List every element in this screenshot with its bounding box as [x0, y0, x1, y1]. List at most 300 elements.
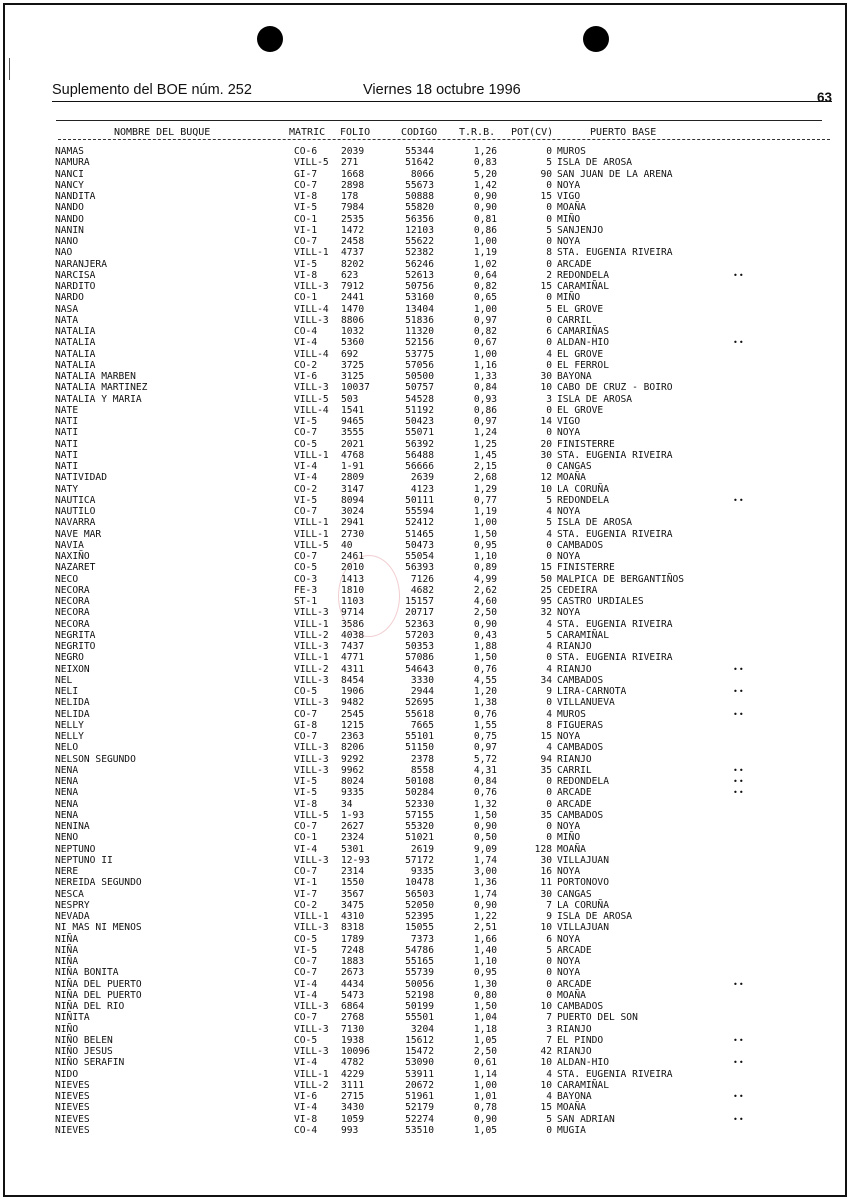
codigo: 56666 [405, 461, 434, 472]
codigo: 20717 [405, 607, 434, 619]
codigo: 55618 [405, 708, 434, 720]
vessel-name: NIÑA DEL PUERTO [55, 989, 142, 1001]
vessel-name: NIDO [55, 1068, 79, 1080]
codigo: 50111 [405, 494, 434, 506]
codigo: 2639 [410, 472, 434, 484]
potencia: 0 [546, 539, 552, 551]
vessel-name: NELO [55, 742, 79, 754]
trb: 3,00 [473, 866, 497, 877]
matricula: VILL-3 [294, 314, 329, 326]
puerto-base: STA. EUGENIA RIVEIRA [557, 449, 673, 461]
matricula: CO-5 [294, 933, 318, 945]
row-mark: •• [733, 709, 745, 719]
header-rule [52, 101, 832, 102]
row-mark: •• [733, 1035, 745, 1045]
potencia: 15 [540, 281, 552, 292]
trb: 1,50 [473, 652, 497, 664]
folio: 2715 [341, 1091, 365, 1102]
trb: 0,97 [473, 742, 497, 754]
potencia: 30 [540, 371, 552, 382]
trb: 1,00 [473, 303, 497, 315]
punch-hole-right [583, 26, 609, 52]
folio: 1472 [341, 224, 365, 236]
vessel-name: NECORA [55, 596, 90, 607]
folio: 7437 [341, 641, 365, 652]
matricula: CO-5 [294, 562, 318, 574]
folio: 2673 [341, 967, 365, 979]
matricula: VILL-3 [294, 697, 329, 709]
matricula: VILL-1 [294, 911, 329, 922]
potencia: 15 [540, 562, 552, 574]
codigo: 3330 [410, 674, 434, 686]
trb: 0,77 [473, 494, 497, 506]
trb: 0,86 [473, 404, 497, 416]
table-row [0, 765, 852, 776]
puerto-base: STA. EUGENIA RIVEIRA [557, 652, 673, 664]
matricula: VI-4 [294, 843, 318, 855]
folio: 9714 [341, 607, 365, 619]
row-mark: •• [733, 777, 745, 786]
puerto-base: CAMBADOS [557, 539, 604, 551]
codigo: 52274 [405, 1113, 434, 1125]
table-row [0, 540, 852, 551]
trb: 1,45 [473, 449, 497, 461]
matricula: CO-7 [294, 506, 318, 517]
matricula: VI-8 [294, 269, 318, 281]
codigo: 8066 [410, 168, 434, 180]
folio: 8318 [341, 922, 365, 934]
folio: 1470 [341, 303, 365, 315]
trb: 0,82 [473, 281, 497, 292]
row-mark: •• [733, 338, 745, 348]
codigo: 54528 [405, 393, 434, 405]
matricula: CO-3 [294, 573, 318, 585]
puerto-base: ISLA DE AROSA [557, 911, 633, 922]
vessel-name: NATY [55, 483, 79, 495]
potencia: 10 [540, 382, 552, 394]
potencia: 5 [546, 944, 552, 956]
table-row [0, 1001, 852, 1012]
vessel-name: NATALIA MARTINEZ [55, 382, 148, 394]
vessel-name: NIÑA [55, 956, 79, 967]
vessel-name: NIEVES [55, 1113, 90, 1125]
trb: 0,86 [473, 224, 497, 236]
table-row [0, 596, 852, 607]
potencia: 42 [540, 1046, 552, 1057]
folio: 4229 [341, 1068, 365, 1080]
matricula: VI-4 [294, 978, 318, 990]
puerto-base: ARCADE [557, 258, 592, 270]
folio: 9962 [341, 764, 365, 776]
folio: 1550 [341, 877, 365, 889]
matricula: VI-5 [294, 416, 318, 427]
row-mark: •• [733, 979, 745, 989]
potencia: 35 [540, 764, 552, 776]
vessel-name: NESPRY [55, 899, 90, 911]
matricula: FE-3 [294, 584, 318, 596]
codigo: 52613 [405, 269, 434, 281]
table-row [0, 630, 852, 641]
vessel-name: NATALIA MARBEN [55, 371, 136, 382]
row-mark: •• [733, 1092, 745, 1101]
vessel-name: NECORA [55, 607, 90, 619]
trb: 1,19 [473, 506, 497, 517]
matricula: CO-7 [294, 427, 318, 439]
matricula: VI-4 [294, 461, 318, 472]
trb: 0,80 [473, 989, 497, 1001]
table-row [0, 1046, 852, 1057]
potencia: 0 [546, 967, 552, 979]
vessel-name: NIÑA DEL PUERTO [55, 978, 142, 990]
table-row [0, 585, 852, 596]
puerto-base: FINISTERRE [557, 438, 615, 450]
table-row [0, 967, 852, 978]
folio: 1-93 [341, 809, 365, 821]
table-row [0, 506, 852, 517]
folio: 9292 [341, 753, 365, 765]
potencia: 4 [546, 528, 552, 540]
row-mark: •• [733, 1058, 745, 1068]
folio: 5301 [341, 843, 365, 855]
trb: 1,50 [473, 1001, 497, 1012]
puerto-base: CARAMIÑAL [557, 281, 609, 292]
trb: 0,90 [473, 191, 497, 202]
vessel-name: NENA [55, 787, 79, 799]
table-row [0, 1035, 852, 1046]
codigo: 12103 [405, 224, 434, 236]
table-row [0, 945, 852, 956]
table-row [0, 1024, 852, 1035]
vessel-name: NIÑA DEL RIO [55, 1001, 125, 1012]
puerto-base: MOAÑA [557, 843, 586, 855]
puerto-base: MIÑO [557, 213, 581, 225]
matricula: VILL-3 [294, 854, 329, 866]
puerto-base: MOAÑA [557, 472, 586, 484]
table-row [0, 427, 852, 438]
trb: 5,72 [473, 753, 497, 765]
trb: 0,81 [473, 213, 497, 225]
trb: 1,66 [473, 933, 497, 945]
potencia: 25 [540, 584, 552, 596]
matricula: CO-4 [294, 1124, 318, 1136]
matricula: VI-4 [294, 1057, 318, 1069]
matricula: CO-5 [294, 686, 318, 697]
potencia: 0 [546, 337, 552, 349]
potencia: 0 [546, 697, 552, 709]
matricula: GI-8 [294, 719, 318, 731]
table-row [0, 720, 852, 731]
potencia: 4 [546, 1091, 552, 1102]
trb: 1,05 [473, 1124, 497, 1136]
potencia: 90 [540, 168, 552, 180]
table-row [0, 697, 852, 708]
trb: 0,89 [473, 562, 497, 574]
codigo: 13404 [405, 303, 434, 315]
trb: 2,62 [473, 584, 497, 596]
matricula: VILL-5 [294, 393, 329, 405]
potencia: 94 [540, 753, 552, 765]
vessel-name: NEIXON [55, 663, 90, 675]
potencia: 32 [540, 607, 552, 619]
folio: 2458 [341, 236, 365, 247]
vessel-name: NAXIÑO [55, 551, 90, 562]
puerto-base: EL FERROL [557, 359, 609, 371]
table-row [0, 990, 852, 1001]
vessel-name: NELLY [55, 719, 84, 731]
potencia: 34 [540, 674, 552, 686]
puerto-base: NOYA [557, 866, 581, 877]
trb: 0,95 [473, 967, 497, 979]
col-header-folio: FOLIO [340, 127, 371, 138]
codigo: 52330 [405, 798, 434, 810]
codigo: 56503 [405, 888, 434, 900]
puerto-base: VILLAJUAN [557, 922, 609, 934]
potencia: 0 [546, 427, 552, 439]
table-row [0, 236, 852, 247]
matricula: VI-5 [294, 944, 318, 956]
puerto-base: ISLA DE AROSA [557, 517, 633, 529]
matricula: CO-7 [294, 1012, 318, 1024]
folio: 1413 [341, 573, 365, 585]
potencia: 4 [546, 742, 552, 754]
codigo: 50423 [405, 416, 434, 427]
table-row [0, 709, 852, 720]
folio: 178 [341, 191, 359, 202]
vessel-name: NIEVES [55, 1091, 90, 1102]
folio: 2545 [341, 708, 365, 720]
potencia: 0 [546, 832, 552, 844]
puerto-base: RIANJO [557, 641, 592, 652]
vessel-name: NAUTILO [55, 506, 96, 517]
matricula: VILL-3 [294, 674, 329, 686]
vessel-name: NANO [55, 236, 79, 247]
trb: 1,88 [473, 641, 497, 652]
table-row [0, 360, 852, 371]
codigo: 52695 [405, 697, 434, 709]
codigo: 2944 [410, 686, 434, 697]
table-row [0, 619, 852, 630]
vessel-name: NATALIA [55, 326, 96, 337]
puerto-base: VILLANUEVA [557, 697, 615, 709]
vessel-name: NIÑO SERAFIN [55, 1057, 125, 1069]
trb: 1,16 [473, 359, 497, 371]
potencia: 14 [540, 416, 552, 427]
puerto-base: ALDAN-HIO [557, 337, 609, 349]
vessel-name: NENA [55, 798, 79, 810]
table-row [0, 799, 852, 810]
vessel-name: NANDO [55, 213, 84, 225]
puerto-base: MALPICA DE BERGANTIÑOS [557, 573, 685, 585]
trb: 0,97 [473, 416, 497, 427]
potencia: 20 [540, 438, 552, 450]
puerto-base: MOAÑA [557, 202, 586, 214]
potencia: 5 [546, 494, 552, 506]
folio: 1215 [341, 719, 365, 731]
folio: 9465 [341, 416, 365, 427]
trb: 1,20 [473, 686, 497, 697]
trb: 1,55 [473, 719, 497, 731]
folio: 8206 [341, 742, 365, 754]
matricula: VI-8 [294, 798, 318, 810]
table-row [0, 1057, 852, 1068]
codigo: 52412 [405, 517, 434, 529]
puerto-base: LA CORUÑA [557, 483, 609, 495]
matricula: VILL-3 [294, 764, 329, 776]
table-row [0, 776, 852, 787]
matricula: VILL-1 [294, 449, 329, 461]
trb: 0,76 [473, 708, 497, 720]
table-row [0, 562, 852, 573]
matricula: VILL-3 [294, 922, 329, 934]
trb: 0,76 [473, 663, 497, 675]
matricula: VILL-4 [294, 348, 329, 360]
potencia: 5 [546, 303, 552, 315]
trb: 0,90 [473, 202, 497, 214]
vessel-name: NENA [55, 764, 79, 776]
vessel-name: NATI [55, 461, 79, 472]
matricula: VI-5 [294, 258, 318, 270]
vessel-name: NAMURA [55, 157, 90, 169]
codigo: 57172 [405, 854, 434, 866]
puerto-base: ISLA DE AROSA [557, 157, 633, 169]
folio: 2627 [341, 821, 365, 832]
table-row [0, 472, 852, 483]
puerto-base: CASTRO URDIALES [557, 596, 644, 607]
vessel-name: NERE [55, 866, 79, 877]
puerto-base: ALDAN-HIO [557, 1057, 609, 1069]
potencia: 30 [540, 854, 552, 866]
codigo: 10478 [405, 877, 434, 889]
matricula: VI-5 [294, 776, 318, 787]
margin-mark [9, 58, 10, 80]
vessel-name: NENO [55, 832, 79, 844]
matricula: VI-4 [294, 337, 318, 349]
matricula: VILL-3 [294, 1023, 329, 1035]
trb: 0,76 [473, 787, 497, 799]
codigo: 53775 [405, 348, 434, 360]
potencia: 15 [540, 731, 552, 742]
potencia: 0 [546, 551, 552, 562]
puerto-base: CAMBADOS [557, 674, 604, 686]
folio: 3147 [341, 483, 365, 495]
matricula: CO-7 [294, 551, 318, 562]
matricula: VI-4 [294, 1102, 318, 1114]
trb: 1,00 [473, 348, 497, 360]
puerto-base: CABO DE CRUZ - BOIRO [557, 382, 673, 394]
matricula: VILL-1 [294, 528, 329, 540]
table-row [0, 281, 852, 292]
table-row [0, 742, 852, 753]
potencia: 0 [546, 652, 552, 664]
puerto-base: SANJENJO [557, 224, 604, 236]
trb: 4,99 [473, 573, 497, 585]
puerto-base: CARAMIÑAL [557, 1079, 609, 1091]
folio: 2461 [341, 551, 365, 562]
col-header-matric: MATRIC [289, 127, 326, 138]
potencia: 0 [546, 978, 552, 990]
puerto-base: NOYA [557, 236, 581, 247]
trb: 0,64 [473, 269, 497, 281]
codigo: 15055 [405, 922, 434, 934]
puerto-base: MOAÑA [557, 1102, 586, 1114]
vessel-name: NIEVES [55, 1124, 90, 1136]
folio: 7912 [341, 281, 365, 292]
puerto-base: EL GROVE [557, 303, 604, 315]
potencia: 16 [540, 866, 552, 877]
codigo: 55320 [405, 821, 434, 832]
trb: 1,50 [473, 809, 497, 821]
codigo: 55673 [405, 179, 434, 191]
table-row [0, 551, 852, 562]
table-row [0, 247, 852, 258]
matricula: VI-5 [294, 787, 318, 799]
vessel-name: NIÑO BELEN [55, 1034, 113, 1046]
trb: 1,14 [473, 1068, 497, 1080]
matricula: VI-4 [294, 472, 318, 484]
vessel-name: NIÑO [55, 1023, 79, 1035]
table-row [0, 787, 852, 798]
trb: 1,05 [473, 1034, 497, 1046]
table-row [0, 259, 852, 270]
matricula: CO-7 [294, 821, 318, 832]
puerto-base: LA CORUÑA [557, 899, 609, 911]
codigo: 55739 [405, 967, 434, 979]
puerto-base: MIÑO [557, 292, 581, 304]
codigo: 2619 [410, 843, 434, 855]
puerto-base: SAN JUAN DE LA ARENA [557, 168, 673, 180]
trb: 0,95 [473, 539, 497, 551]
folio: 3111 [341, 1079, 365, 1091]
table-row [0, 889, 852, 900]
page-header [52, 82, 832, 105]
folio: 1059 [341, 1113, 365, 1125]
table-row [0, 866, 852, 877]
potencia: 0 [546, 461, 552, 472]
matricula: VILL-5 [294, 157, 329, 169]
matricula: CO-7 [294, 236, 318, 247]
potencia: 4 [546, 618, 552, 630]
trb: 1,40 [473, 944, 497, 956]
folio: 4434 [341, 978, 365, 990]
trb: 0,90 [473, 618, 497, 630]
trb: 0,93 [473, 393, 497, 405]
codigo: 50199 [405, 1001, 434, 1012]
folio: 3430 [341, 1102, 365, 1114]
table-row [0, 810, 852, 821]
puerto-base: CEDEIRA [557, 584, 598, 596]
codigo: 51192 [405, 404, 434, 416]
vessel-name: NENA [55, 809, 79, 821]
potencia: 0 [546, 787, 552, 799]
matricula: CO-2 [294, 899, 318, 911]
puerto-base: NOYA [557, 731, 581, 742]
table-row [0, 607, 852, 618]
vessel-name: NELIDA [55, 708, 90, 720]
potencia: 0 [546, 956, 552, 967]
col-header-trb: T.R.B. [459, 127, 496, 138]
potencia: 0 [546, 314, 552, 326]
table-row [0, 146, 852, 157]
puerto-base: ARCADE [557, 798, 592, 810]
table-row [0, 675, 852, 686]
vessel-name: NEPTUNO [55, 843, 96, 855]
matricula: VI-5 [294, 494, 318, 506]
potencia: 4 [546, 641, 552, 652]
potencia: 4 [546, 506, 552, 517]
trb: 2,15 [473, 461, 497, 472]
folio: 2535 [341, 213, 365, 225]
vessel-name: NIÑA BONITA [55, 967, 119, 979]
